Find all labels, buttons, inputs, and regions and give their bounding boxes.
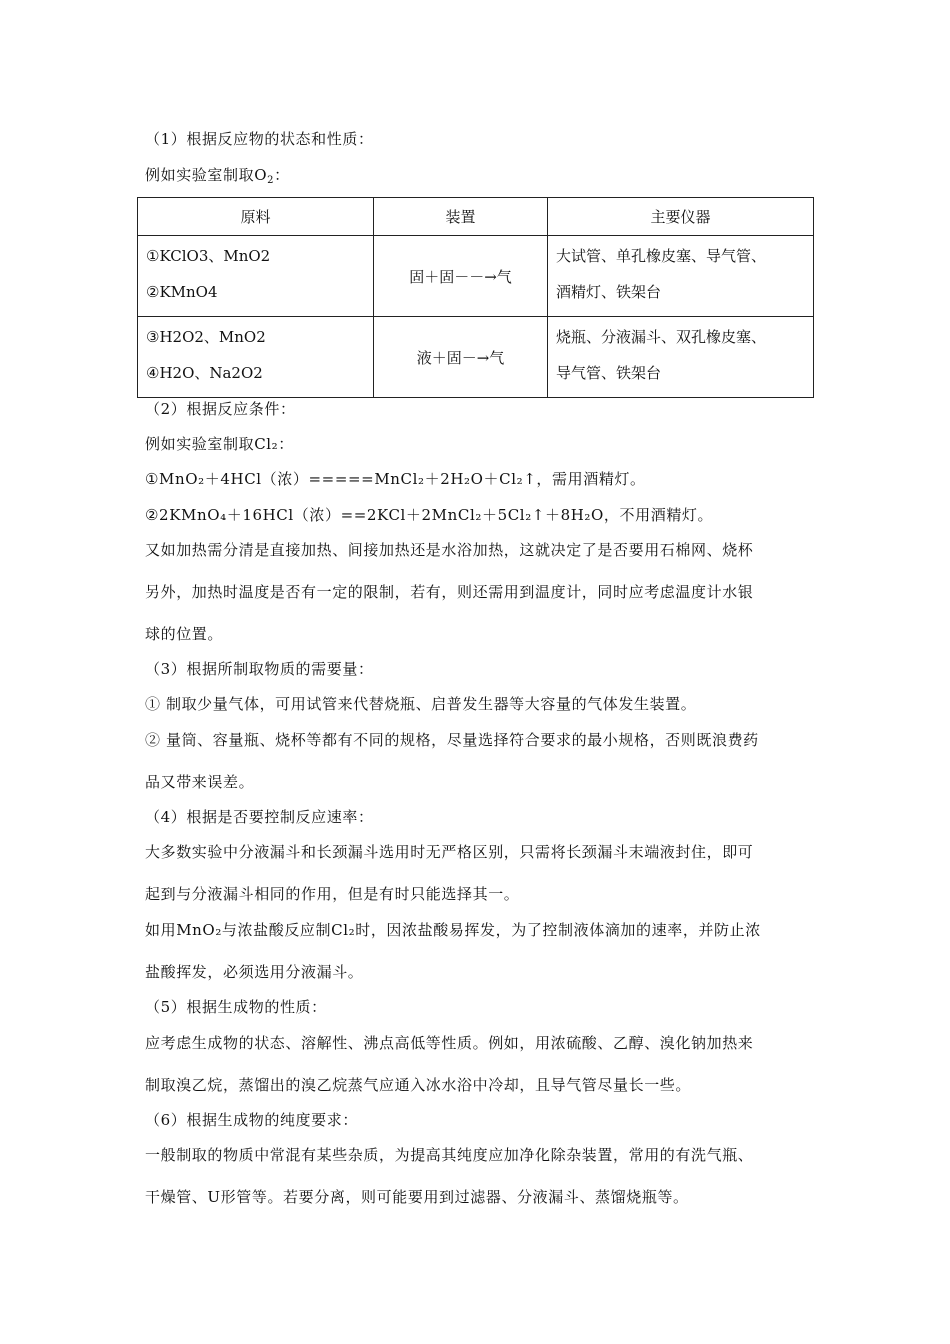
table-row [138, 236, 814, 317]
paragraph-line: ② 量筒、容量瓶、烧杯等都有不同的规格，尽量选择符合要求的最小规格，否则既浪费药 [145, 731, 759, 749]
instrument-line: 酒精灯、铁架台 [556, 283, 662, 301]
section1-heading: （1）根据反应物的状态和性质： [145, 130, 374, 148]
section1-example-suffix: ： [274, 166, 290, 184]
material-item: ③H2O2、MnO2 [146, 328, 266, 346]
oxygen-preparation-table [137, 197, 814, 398]
header-apparatus: 装置 [374, 198, 548, 236]
paragraph-line: 如用MnO₂与浓盐酸反应制Cl₂时，因浓盐酸易挥发，为了控制液体滴加的速率，并防止浓 [145, 921, 761, 939]
section5-heading: （5）根据生成物的性质： [145, 998, 327, 1016]
paragraph-line: 大多数实验中分液漏斗和长颈漏斗选用时无严格区别，只需将长颈漏斗末端液封住，即可 [145, 843, 754, 861]
section2-heading: （2）根据反应条件： [145, 400, 296, 418]
section1-example-sub: 2 [267, 175, 275, 186]
material-item: ②KMnO4 [146, 283, 218, 301]
instruments-cell [548, 236, 814, 317]
equation-1: ①MnO₂＋4HCl（浓）=====MnCl₂＋2H₂O＋Cl₂↑，需用酒精灯。 [145, 470, 646, 488]
section3-item-1: ① 制取少量气体，可用试管来代替烧瓶、启普发生器等大容量的气体发生装置。 [145, 695, 697, 713]
paragraph-line: 起到与分液漏斗相同的作用，但是有时只能选择其一。 [145, 885, 520, 903]
paragraph-line: 一般制取的物质中常混有某些杂质，为提高其纯度应加净化除杂装置，常用的有洗气瓶、 [145, 1146, 754, 1164]
section3-heading: （3）根据所制取物质的需要量： [145, 660, 374, 678]
section1-example-prefix: 例如实验室制取O [145, 166, 268, 184]
instrument-line: 大试管、单孔橡皮塞、导气管、 [556, 247, 767, 265]
paragraph-line: 盐酸挥发，必须选用分液漏斗。 [145, 963, 364, 981]
section4-heading: （4）根据是否要控制反应速率： [145, 808, 374, 826]
paragraph-line: 又如加热需分清是直接加热、间接加热还是水浴加热，这就决定了是否要用石棉网、烧杯 [145, 541, 754, 559]
table-header-row [138, 198, 814, 236]
section6-heading: （6）根据生成物的纯度要求： [145, 1111, 358, 1129]
instrument-line: 烧瓶、分液漏斗、双孔橡皮塞、 [556, 328, 767, 346]
paragraph-line: 球的位置。 [145, 625, 224, 643]
materials-cell [138, 236, 374, 317]
paragraph-line: 干燥管、U形管等。若要分离，则可能要用到过滤器、分液漏斗、蒸馏烧瓶等。 [145, 1188, 689, 1206]
equation-2: ②2KMnO₄＋16HCl（浓）==2KCl＋2MnCl₂＋5Cl₂↑＋8H₂O，不用酒精灯。 [145, 506, 714, 524]
instrument-line: 导气管、铁架台 [556, 364, 662, 382]
materials-cell [138, 317, 374, 398]
apparatus-cell: 固＋固－－→气 [374, 236, 548, 317]
table-row [138, 317, 814, 398]
material-item: ①KClO3、MnO2 [146, 247, 271, 265]
paragraph-line: 应考虑生成物的状态、溶解性、沸点高低等性质。例如，用浓硫酸、乙醇、溴化钠加热来 [145, 1034, 754, 1052]
material-item: ④H2O、Na2O2 [146, 364, 263, 382]
paragraph-line: 品又带来误差。 [145, 773, 255, 791]
header-materials: 原料 [138, 198, 374, 236]
instruments-cell [548, 317, 814, 398]
section1-example [145, 165, 290, 191]
paragraph-line: 另外，加热时温度是否有一定的限制，若有，则还需用到温度计，同时应考虑温度计水银 [145, 583, 754, 601]
apparatus-cell: 液＋固－→气 [374, 317, 548, 398]
section2-example: 例如实验室制取Cl₂： [145, 435, 294, 453]
paragraph-line: 制取溴乙烷，蒸馏出的溴乙烷蒸气应通入冰水浴中冷却，且导气管尽量长一些。 [145, 1076, 692, 1094]
header-instruments: 主要仪器 [548, 198, 814, 236]
